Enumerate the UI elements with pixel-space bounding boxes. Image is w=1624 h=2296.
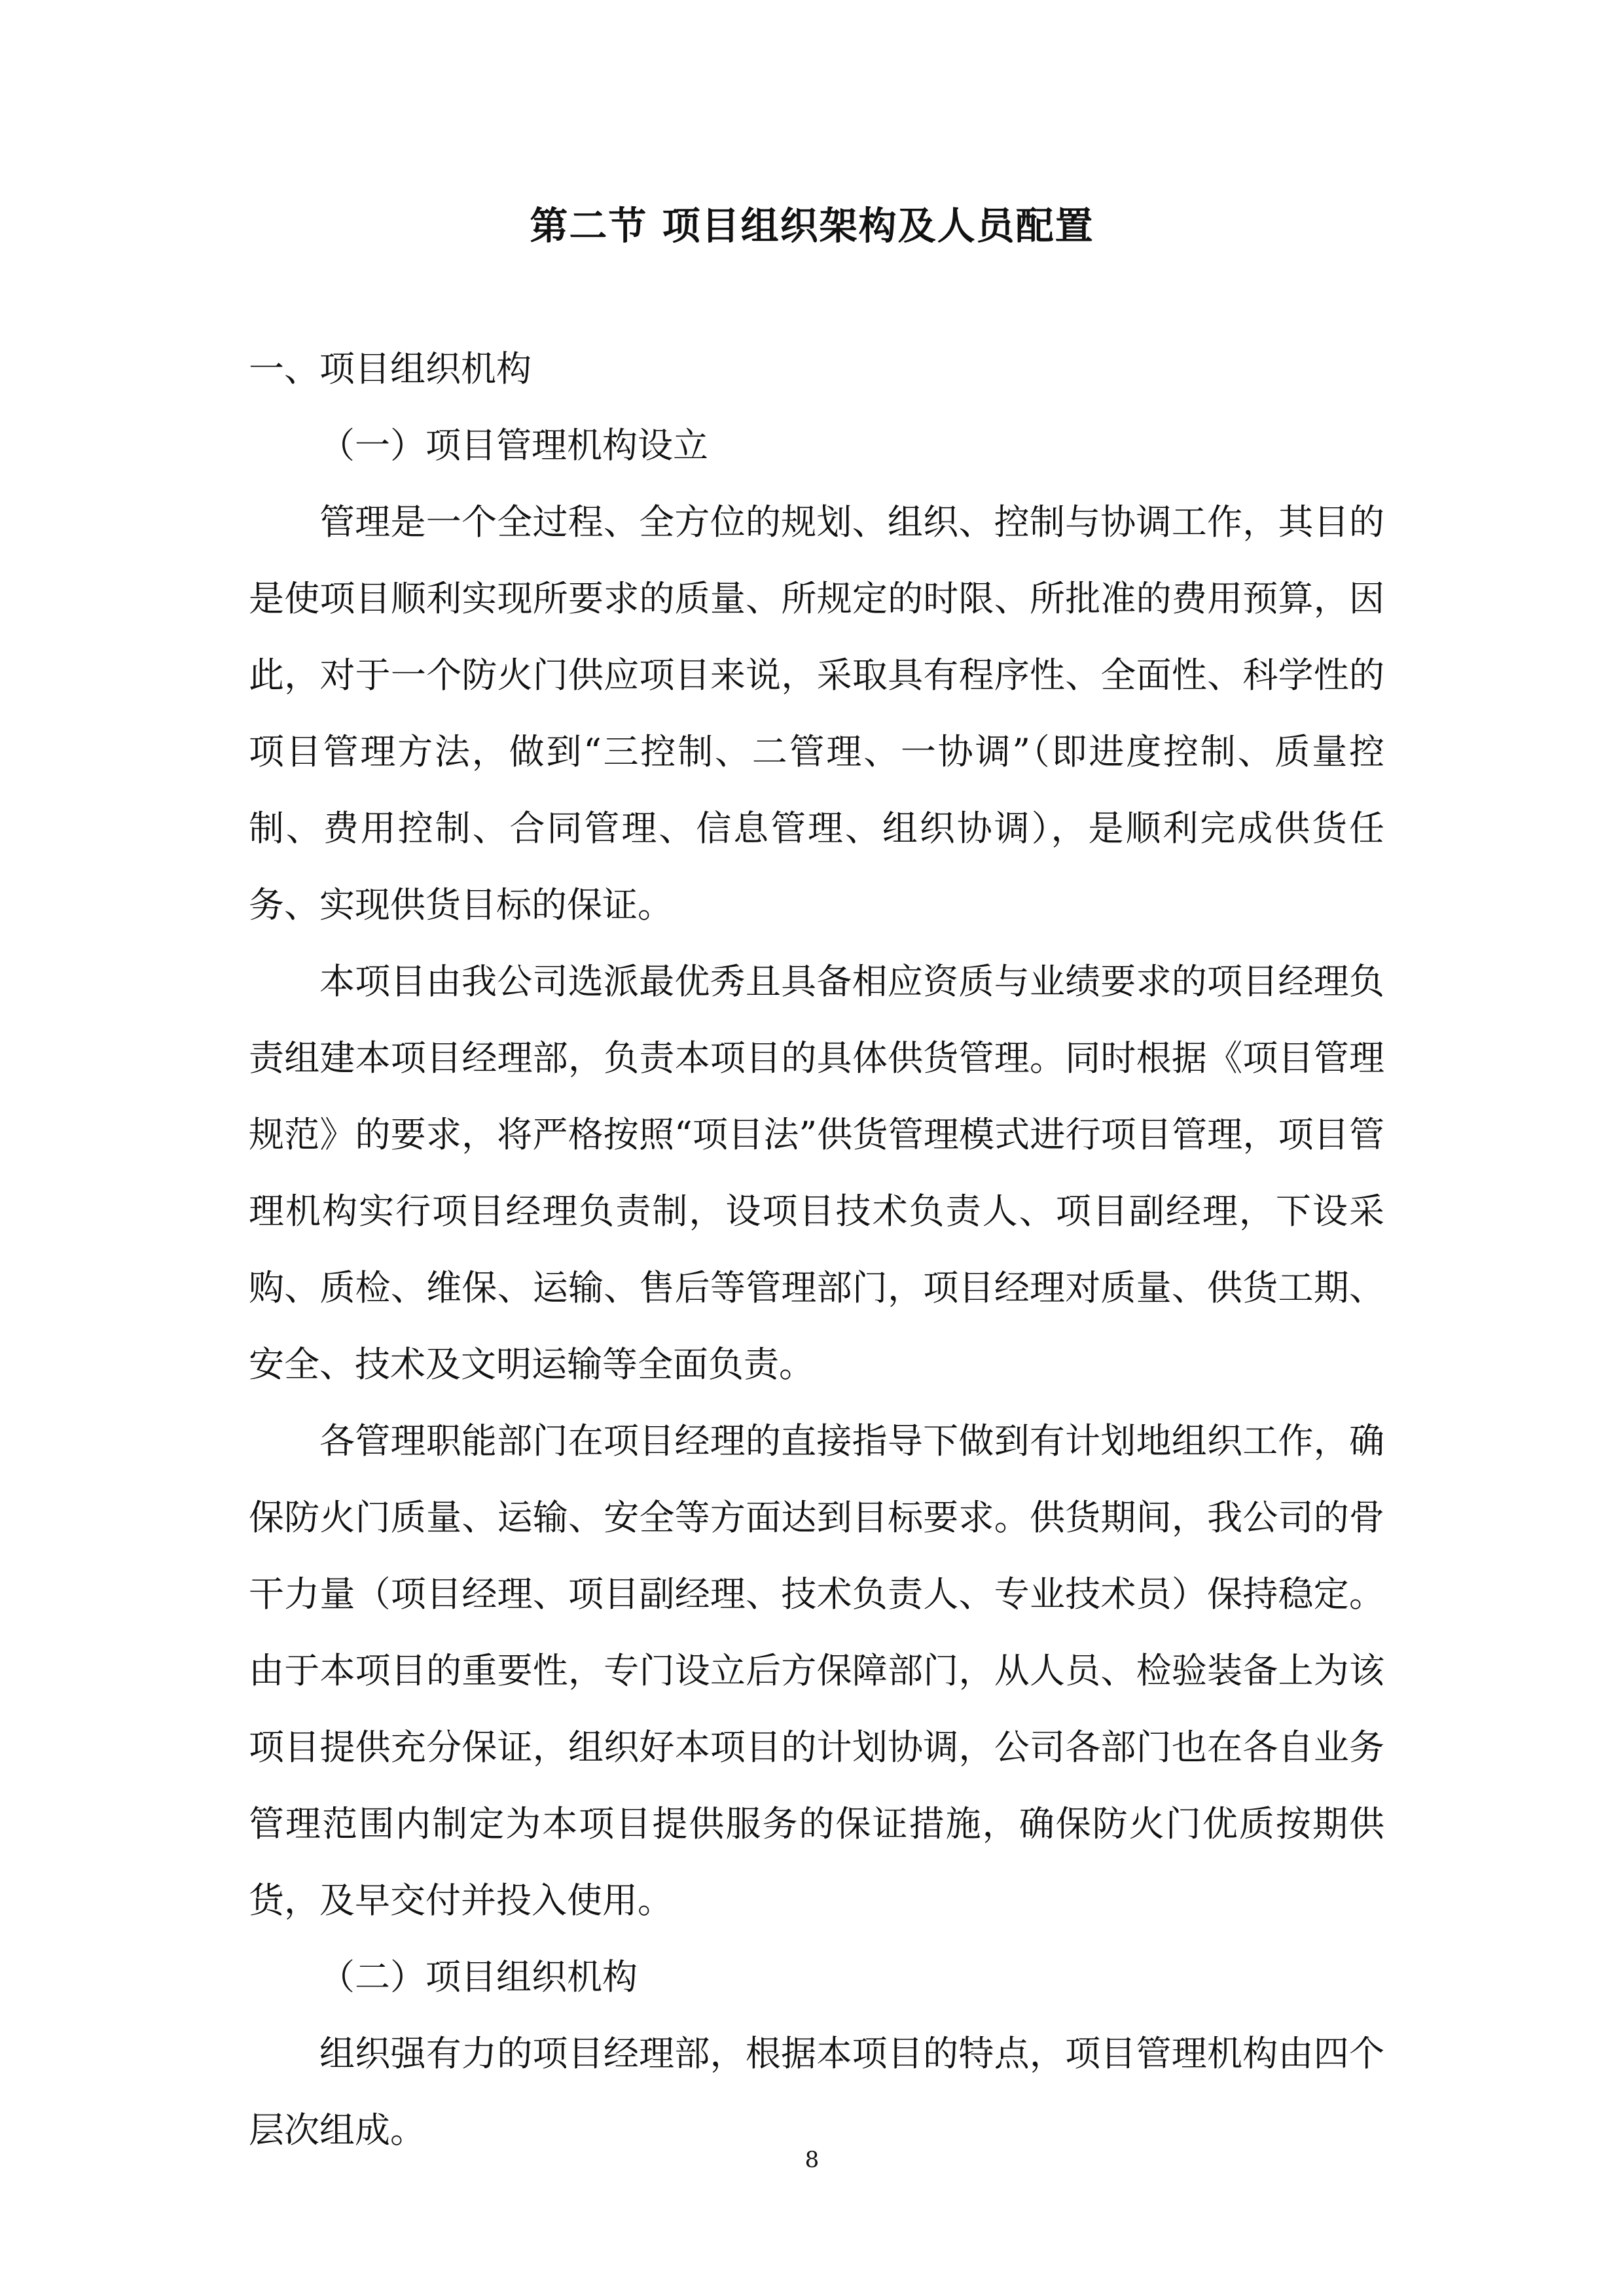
section-heading: 一、项目组织机构	[249, 348, 532, 389]
document-body	[249, 331, 1384, 2168]
subsection-heading-2: （二）项目组织机构	[319, 1956, 638, 1998]
paragraph: 管理是一个全过程、全方位的规划、组织、控制与协调工作，其目的是使项目顺利实现所要求的质量、所规定的时限、所批准的费用预算，因此，对于一个防火门供应项目来说，采取具有程序性、全面性、科学性的项目管理方法，做到“三控制、二管理、一协调”（即进度控制、质量控制、费用控制、合同管理、信息管理、组织协调），是顺利完成供货任务、实现供货目标的保证。	[249, 501, 1384, 925]
page-number: 8	[804, 2147, 820, 2173]
subsection-heading-1: （一）项目管理机构设立	[319, 425, 708, 466]
page-title: 第二节 项目组织架构及人员配置	[530, 204, 1094, 248]
paragraph: 各管理职能部门在项目经理的直接指导下做到有计划地组织工作，确保防火门质量、运输、安全等方面达到目标要求。供货期间，我公司的骨干力量（项目经理、项目副经理、技术负责人、专业技术员）保持稳定。由于本项目的重要性，专门设立后方保障部门，从人员、检验装备上为该项目提供充分保证，组织好本项目的计划协调，公司各部门也在各自业务管理范围内制定为本项目提供服务的保证措施，确保防火门优质按期供货，及早交付并投入使用。	[249, 1420, 1384, 1921]
paragraph: 本项目由我公司选派最优秀且具备相应资质与业绩要求的项目经理负责组建本项目经理部，负责本项目的具体供货管理。同时根据《项目管理规范》的要求，将严格按照“项目法”供货管理模式进行项目管理，项目管理机构实行项目经理负责制，设项目技术负责人、项目副经理，下设采购、质检、维保、运输、售后等管理部门，项目经理对质量、供货工期、安全、技术及文明运输等全面负责。	[249, 961, 1384, 1385]
paragraph: 组织强有力的项目经理部，根据本项目的特点，项目管理机构由四个层次组成。	[249, 2033, 1384, 2151]
